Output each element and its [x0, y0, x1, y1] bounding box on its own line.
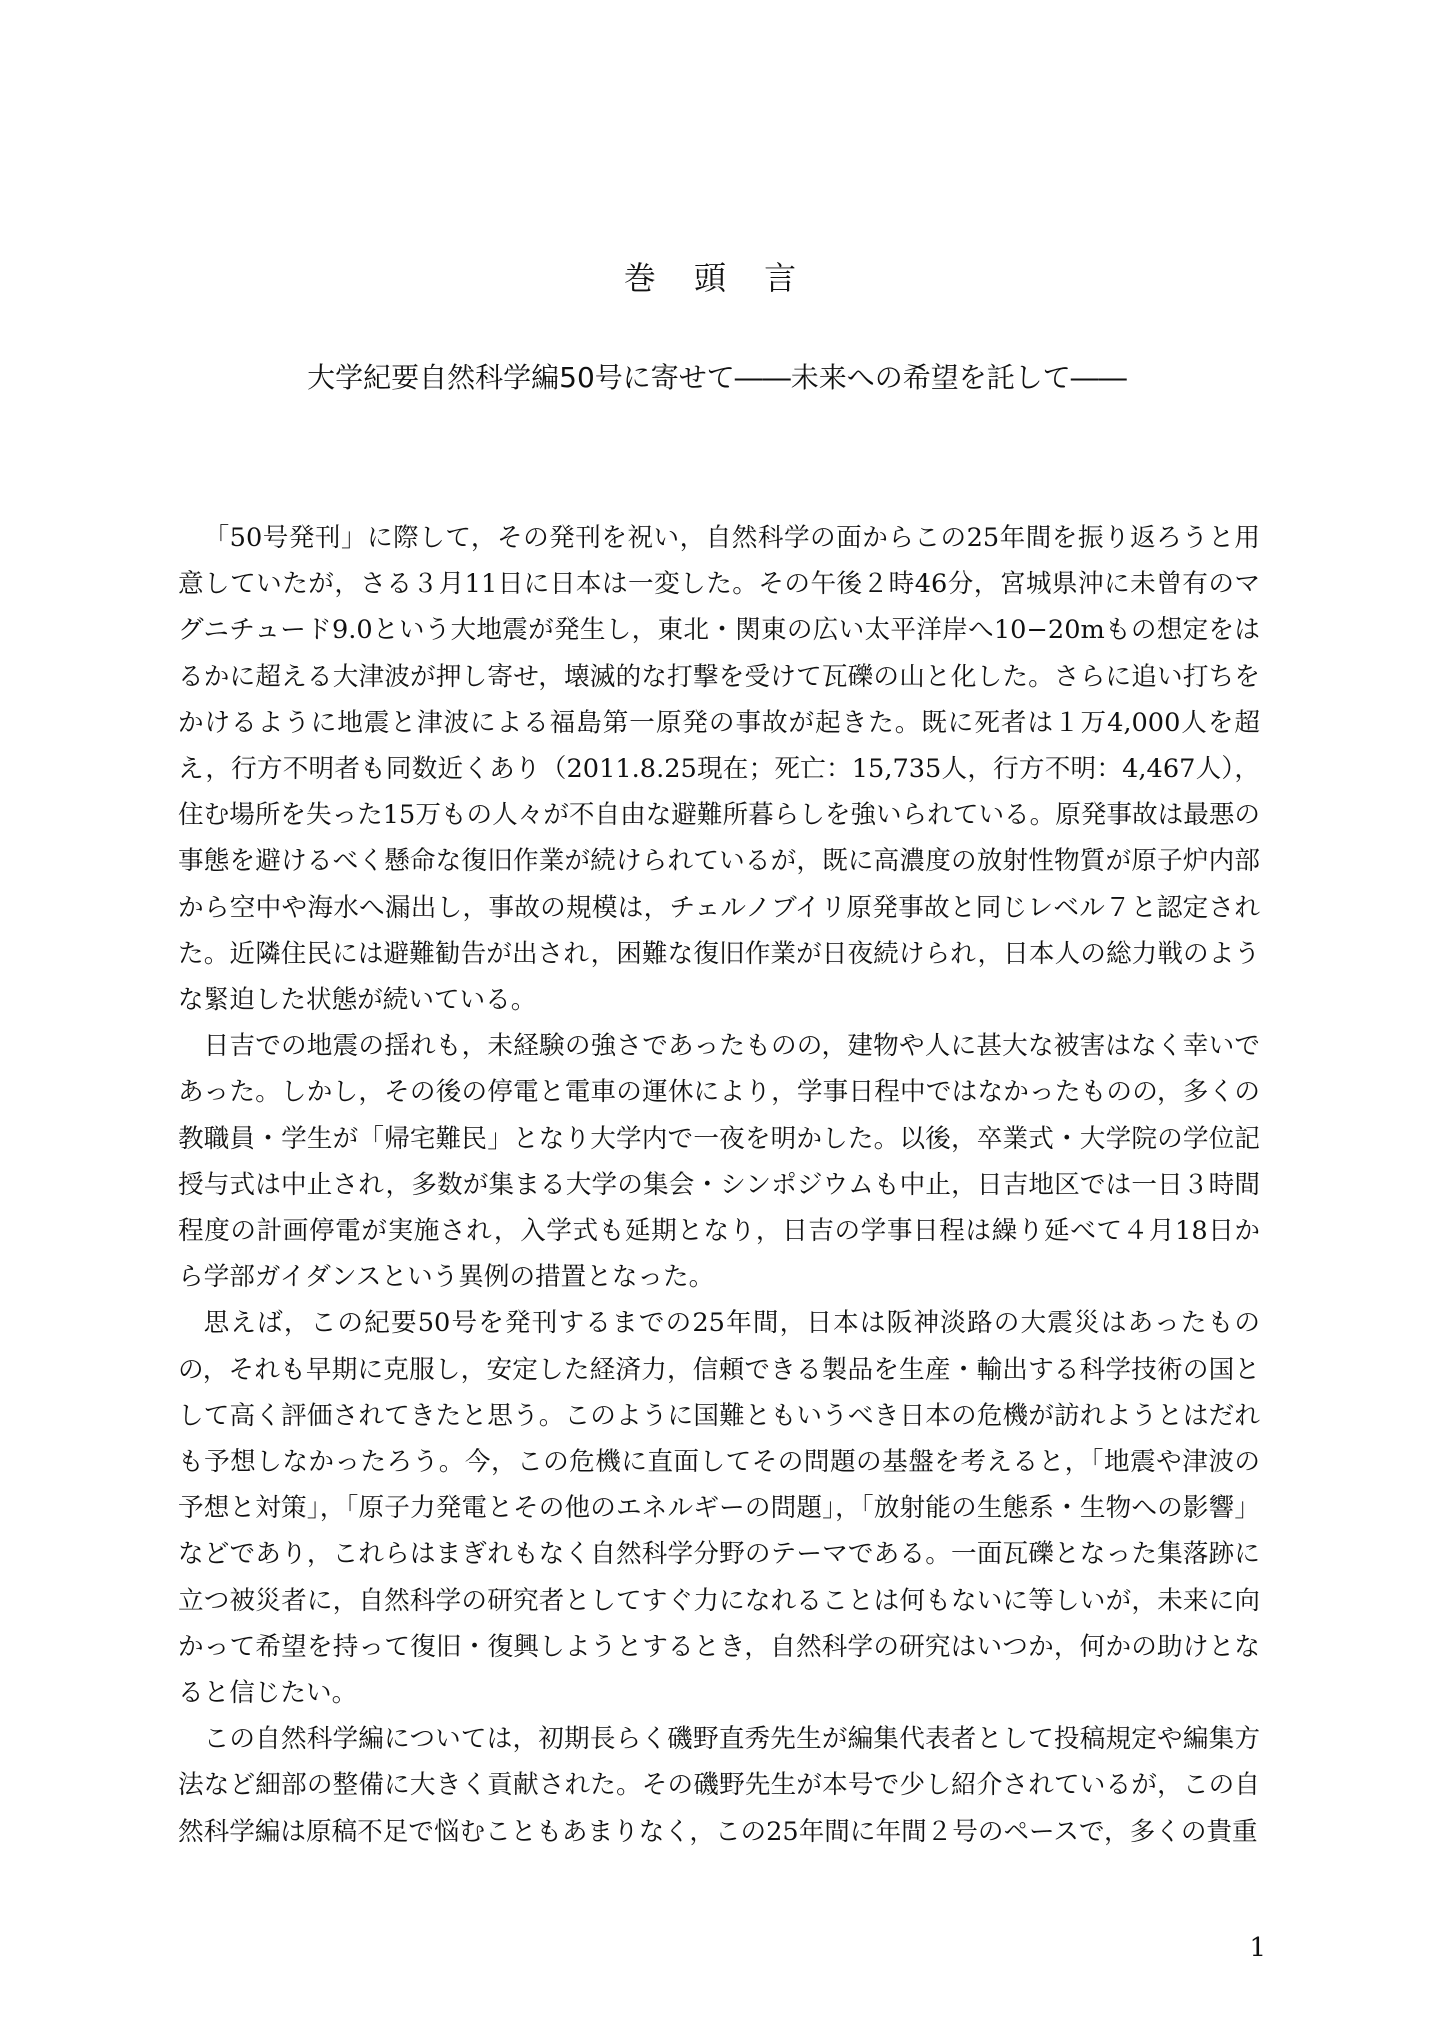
paragraph-3: 思えば，この紀要50号を発刊するまでの25年間，日本は阪神淡路の大震災はあったものの，それも早期に克服し，安定した経済力，信頼できる製品を生産・輸出する科学技術の国として高く評価されてきたと思う。このように国難ともいうべき日本の危機が訪れようとはだれも予想しなかったろう。今，この危機に直面してその問題の基盤を考えると，「地震や津波の予想と対策」，「原子力発電とその他のエネルギーの問題」，「放射能の生態系・生物への影響」などであり，これらはまぎれもなく自然科学分野のテーマである。一面瓦礫となった集落跡に立つ被災者に，自然科学の研究者としてすぐ力になれることは何もないに等しいが，未来に向かって希望を持って復旧・復興しようとするとき，自然科学の研究はいつか，何かの助けとなると信じたい。 [178, 1308, 1260, 1709]
paragraph-1: 「50号発刊」に際して，その発刊を祝い，自然科学の面からこの25年間を振り返ろうと用意していたが，さる３月11日に日本は一変した。その午後２時46分，宮城県沖に未曾有のマグニチュード9.0という大地震が発生し，東北・関東の広い太平洋岸へ10−20mもの想定をはるかに超える大津波が押し寄せ，壊滅的な打撃を受けて瓦礫の山と化した。さらに追い打ちをかけるように地震と津波による福島第一原発の事故が起きた。既に死者は１万4,000人を超え，行方不明者も同数近くあり（2011.8.25現在；死亡：15,735人，行方不明：4,467人），住む場所を失った15万もの人々が不自由な避難所暮らしを強いられている。原発事故は最悪の事態を避けるべく懸命な復旧作業が続けられているが，既に高濃度の放射性物質が原子炉内部から空中や海水へ漏出し，事故の規模は，チェルノブイリ原発事故と同じレベル７と認定された。近隣住民には避難勧告が出され，困難な復旧作業が日夜続けられ，日本人の総力戦のような緊迫した状態が続いている。 [178, 523, 1260, 1016]
paragraph-2: 日吉での地震の揺れも，未経験の強さであったものの，建物や人に甚大な被害はなく幸いであった。しかし，その後の停電と電車の運休により，学事日程中ではなかったものの，多くの教職員・学生が「帰宅難民」となり大学内で一夜を明かした。以後，卒業式・大学院の学位記授与式は中止され，多数が集まる大学の集会・シンポジウムも中止，日吉地区では一日３時間程度の計画停電が実施され，入学式も延期となり，日吉の学事日程は繰り延べて４月18日から学部ガイダンスという異例の措置となった。 [178, 1031, 1260, 1293]
page-heading: 巻 頭 言 [623, 259, 811, 297]
body-text [178, 515, 1260, 1855]
page-number: 1 [1249, 1933, 1266, 1963]
paragraph-4: この自然科学編については，初期長らく磯野直秀先生が編集代表者として投稿規定や編集方法など細部の整備に大きく貢献された。その磯野先生が本号で少し紹介されているが，この自然科学編は原稿不足で悩むこともあまりなく，この25年間に年間２号のペースで，多くの貴重 [178, 1724, 1260, 1847]
page-subtitle: 大学紀要自然科学編50号に寄せて――未来への希望を託して―― [307, 361, 1127, 394]
